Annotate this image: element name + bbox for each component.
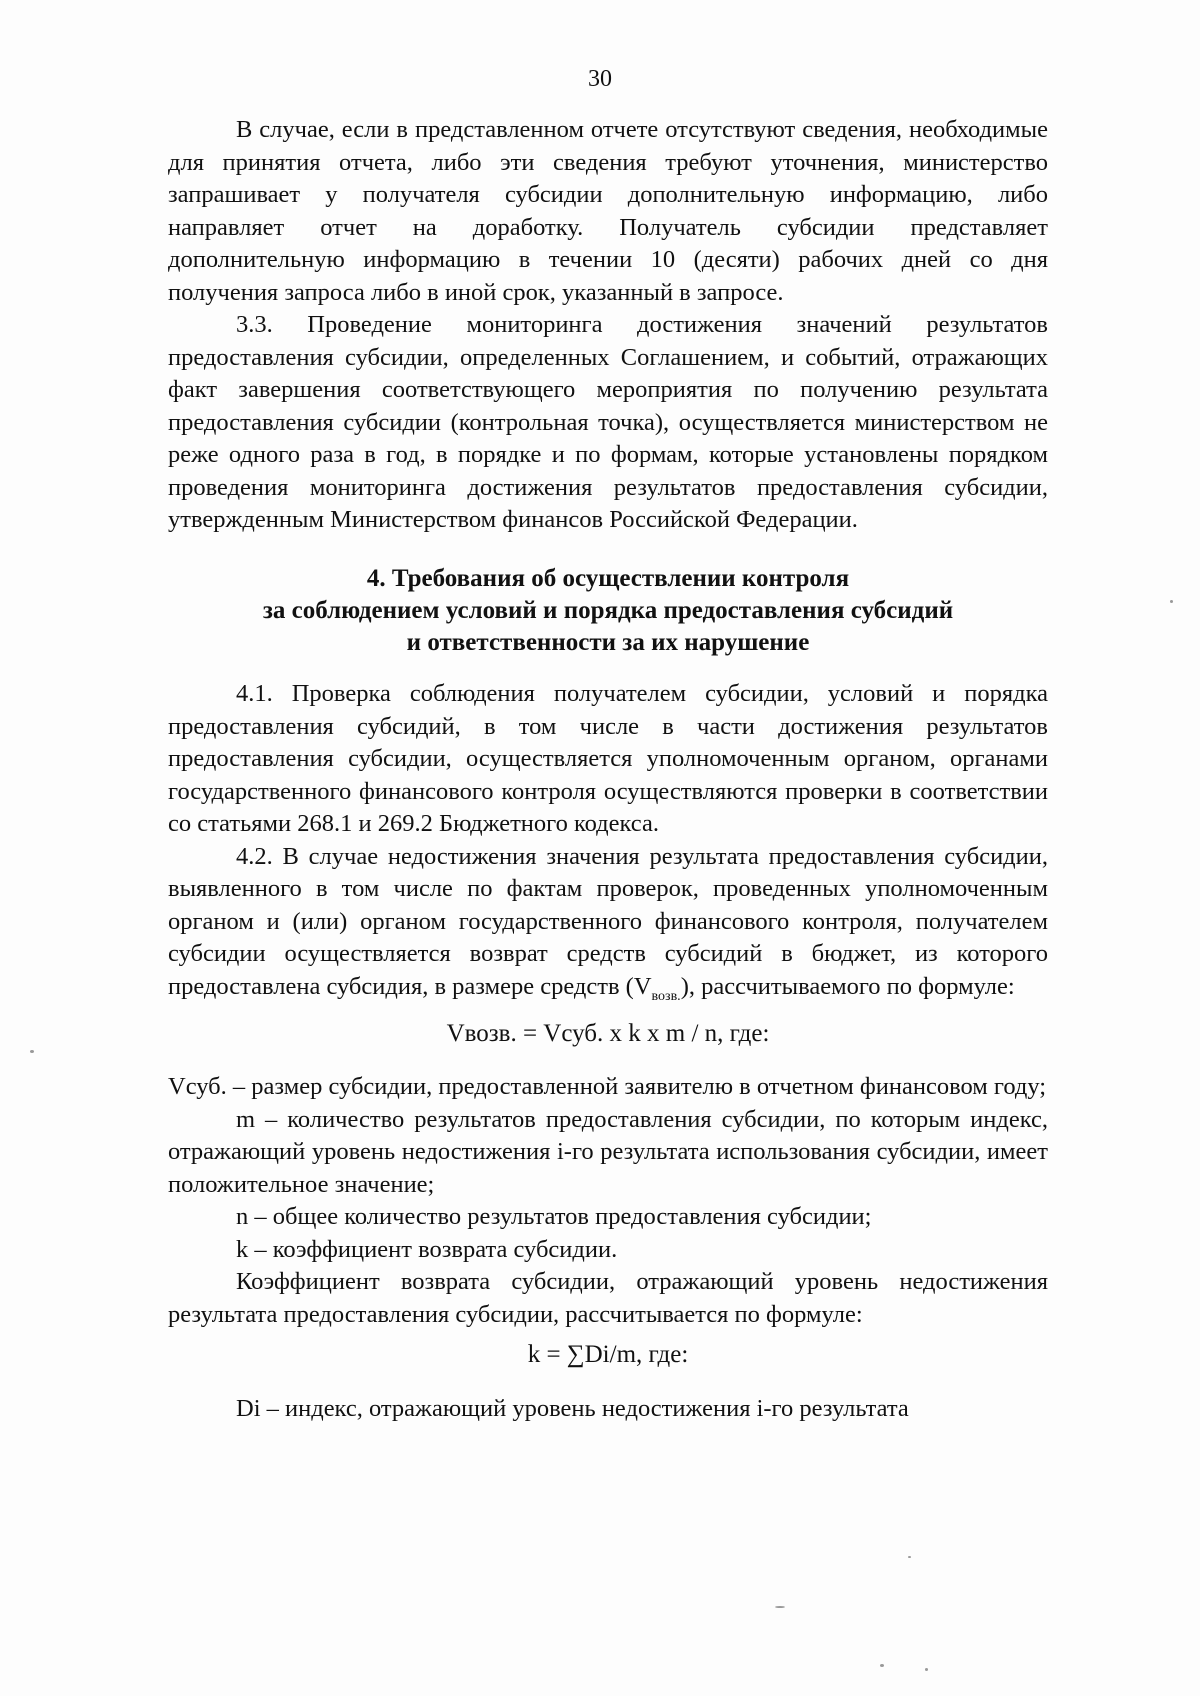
definition-n: n – общее количество результатов предоставления субсидии; — [236, 1203, 872, 1230]
formula-refund: Vвозв. = Vсуб. x k x m / n, где: — [446, 1020, 770, 1047]
paragraph-4-2-text-after: ), рассчитываемого по формуле: — [680, 972, 1015, 1000]
body-text-block-middle — [168, 678, 1048, 1013]
scan-speck — [30, 1050, 34, 1053]
page-number: 30 — [588, 66, 612, 92]
paragraph-3-3-monitoring: 3.3. Проведение мониторинга достижения значений результатов предоставления субсидии, определенных Соглашением, и событий, отражающих факт завершения соответствующего мероприятия по получению результата предоставления субсидии (контрольная точка), осуществляется министерством не реже одного раза в год, в порядке и по формам, которые установлены порядком проведения мониторинга достижения результатов предоставления субсидии, утвержденным Министерством финансов Российской Федерации. — [168, 311, 1048, 533]
section-heading — [168, 563, 1048, 659]
definition-m: m – количество результатов предоставления субсидии, по которым индекс, отражающий уровень недостижения i-го результата использования субсидии, имеет положительное значение; — [168, 1105, 1048, 1198]
scan-speck — [908, 1556, 911, 1558]
scan-speck — [1170, 600, 1173, 603]
section-heading-line-2: за соблюдением условий и порядка предоставления субсидий — [262, 597, 954, 624]
paragraph-missing-info: В случае, если в представленном отчете отсутствуют сведения, необходимые для принятия отчета, либо эти сведения требуют уточнения, министерство запрашивает у получателя субсидии дополнительную информацию, либо направляет отчет на доработку. Получатель субсидии представляет дополнительную информацию в течении 10 (десяти) рабочих дней со дня получения запроса либо в иной срок, указанный в запросе. — [168, 116, 1048, 306]
paragraph-4-2-refund — [168, 841, 1048, 1013]
body-text-block-bottom — [168, 1393, 1048, 1426]
section-heading-line-1: 4. Требования об осуществлении контроля — [366, 565, 850, 592]
scan-speck — [880, 1664, 884, 1667]
definitions-block — [168, 1071, 1048, 1331]
paragraph-coefficient: Коэффициент возврата субсидии, отражающий уровень недостижения результата предоставления субсидии, рассчитывается по формуле: — [168, 1268, 1048, 1328]
definition-k: k – коэффициент возврата субсидии. — [236, 1235, 618, 1263]
paragraph-4-2-text-before: 4.2. В случае недостижения значения результата предоставления субсидии, выявленного в том числе по фактам проверок, проведенных уполномоченным органом и (или) органом государственного финансового контроля, получателем субсидии осуществляется возврат средств субсидий в бюджет, из которого предоставлена субсидия, в размере средств (V — [168, 842, 1048, 1000]
section-heading-line-3: и ответственности за их нарушение — [406, 629, 810, 656]
paragraph-4-1-verification: 4.1. Проверка соблюдения получателем субсидии, условий и порядка предоставления субсидий, в том числе в части достижения результатов предоставления субсидии, осуществляется уполномоченным органом, органами государственного финансового контроля осуществляются проверки в соответствии со статьями 268.1 и 269.2 Бюджетного кодекса. — [168, 680, 1048, 837]
paragraph-4-2-subscript: возв. — [651, 988, 681, 1004]
scan-speck — [775, 1606, 785, 1608]
formula-coefficient: k = ∑Di/m, где: — [527, 1341, 689, 1368]
definition-vsub: Vсуб. – размер субсидии, предоставленной заявителю в отчетном финансовом году; — [168, 1073, 1047, 1100]
scan-speck — [925, 1668, 928, 1671]
paragraph-di-index: Di – индекс, отражающий уровень недостижения i-го результата — [236, 1395, 909, 1422]
body-text-block-top — [168, 114, 1048, 537]
